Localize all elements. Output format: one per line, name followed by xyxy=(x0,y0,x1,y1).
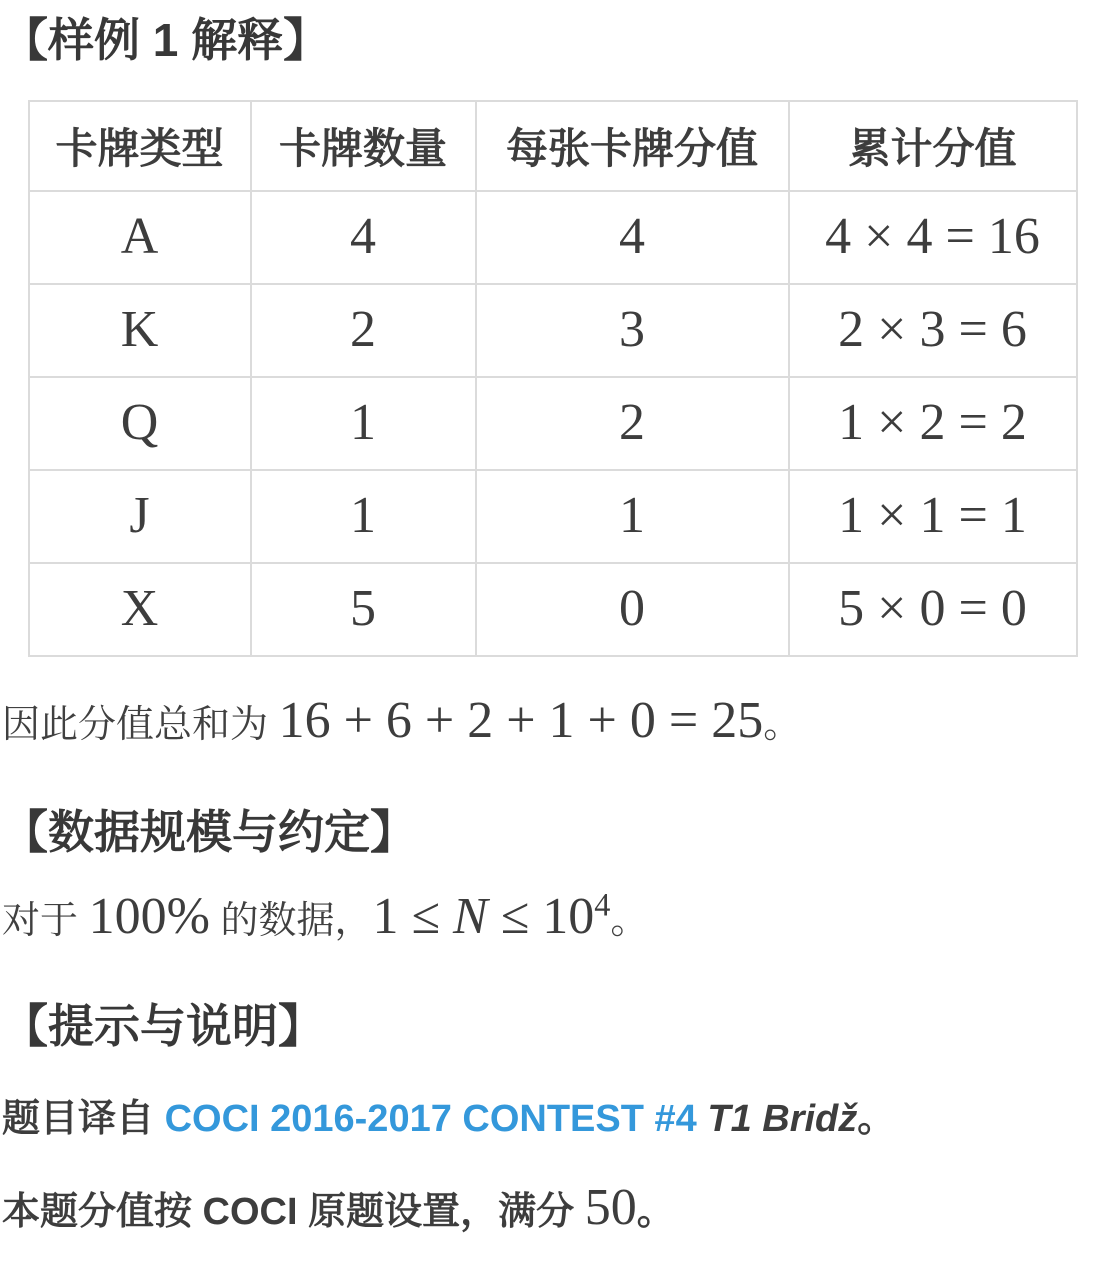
percent-formula: 100% xyxy=(88,887,210,945)
table-row xyxy=(29,284,1077,377)
constraints-period: 。 xyxy=(610,899,649,942)
notes-heading: 【提示与说明】 xyxy=(2,999,324,1052)
constraints-text-prefix: 对于 xyxy=(2,899,89,942)
cell-total-score: 5 × 0 = 0 xyxy=(789,563,1077,656)
full-score-value: 50 xyxy=(584,1178,637,1236)
cell-card-type: A xyxy=(29,191,251,284)
n-range-left: 1 ≤ xyxy=(372,887,453,945)
table-row xyxy=(29,470,1077,563)
constraints-sentence xyxy=(2,886,1103,950)
n-range-exponent: 4 xyxy=(594,886,611,923)
cell-card-type: X xyxy=(29,563,251,656)
cell-score-per-card: 4 xyxy=(476,191,789,284)
cell-card-count: 5 xyxy=(251,563,476,656)
constraints-heading: 【数据规模与约定】 xyxy=(2,805,416,858)
col-header-score-per-card: 每张卡牌分值 xyxy=(476,101,789,191)
space xyxy=(697,1098,708,1140)
col-header-card-type: 卡牌类型 xyxy=(29,101,251,191)
cell-card-type: Q xyxy=(29,377,251,470)
cell-total-score: 2 × 3 = 6 xyxy=(789,284,1077,377)
cell-total-score: 1 × 2 = 2 xyxy=(789,377,1077,470)
cell-total-score: 1 × 1 = 1 xyxy=(789,470,1077,563)
constraints-text-mid: 的数据， xyxy=(209,899,373,942)
sample-explanation-heading: 【样例 1 解释】 xyxy=(2,14,330,66)
cell-card-count: 2 xyxy=(251,284,476,377)
cell-card-type: K xyxy=(29,284,251,377)
score-sum-period: 。 xyxy=(763,703,802,746)
col-header-card-count: 卡牌数量 xyxy=(251,101,476,191)
translation-source-text: 题目译自 xyxy=(2,1097,165,1140)
contest-link[interactable]: COCI 2016-2017 CONTEST #4 xyxy=(164,1097,697,1140)
table-header-row xyxy=(29,101,1077,191)
cell-score-per-card: 0 xyxy=(476,563,789,656)
n-variable: N xyxy=(453,887,488,945)
cell-score-per-card: 2 xyxy=(476,377,789,470)
cell-card-count: 1 xyxy=(251,377,476,470)
cell-score-per-card: 3 xyxy=(476,284,789,377)
table-row xyxy=(29,563,1077,656)
cell-total-score: 4 × 4 = 16 xyxy=(789,191,1077,284)
score-sum-sentence xyxy=(2,691,1103,754)
sample-explanation-table xyxy=(28,100,1078,657)
table-row xyxy=(29,377,1077,470)
cell-card-count: 4 xyxy=(251,191,476,284)
cell-score-per-card: 1 xyxy=(476,470,789,563)
col-header-total-score: 累计分值 xyxy=(789,101,1077,191)
n-range-right: ≤ 10 xyxy=(487,887,595,945)
translation-source-sentence xyxy=(2,1091,1103,1148)
n-range-formula xyxy=(372,888,610,945)
table-row xyxy=(29,191,1077,284)
score-sum-formula: 16 + 6 + 2 + 1 + 0 = 25 xyxy=(278,691,764,749)
cell-card-type: J xyxy=(29,470,251,563)
full-score-period: 。 xyxy=(636,1190,675,1233)
full-score-sentence xyxy=(2,1178,1103,1241)
original-problem-title: T1 Bridž xyxy=(707,1097,858,1140)
score-sum-text: 因此分值总和为 xyxy=(2,703,279,746)
cell-card-count: 1 xyxy=(251,470,476,563)
translation-source-period: 。 xyxy=(857,1097,896,1140)
full-score-text: 本题分值按 COCI 原题设置，满分 xyxy=(2,1190,585,1233)
